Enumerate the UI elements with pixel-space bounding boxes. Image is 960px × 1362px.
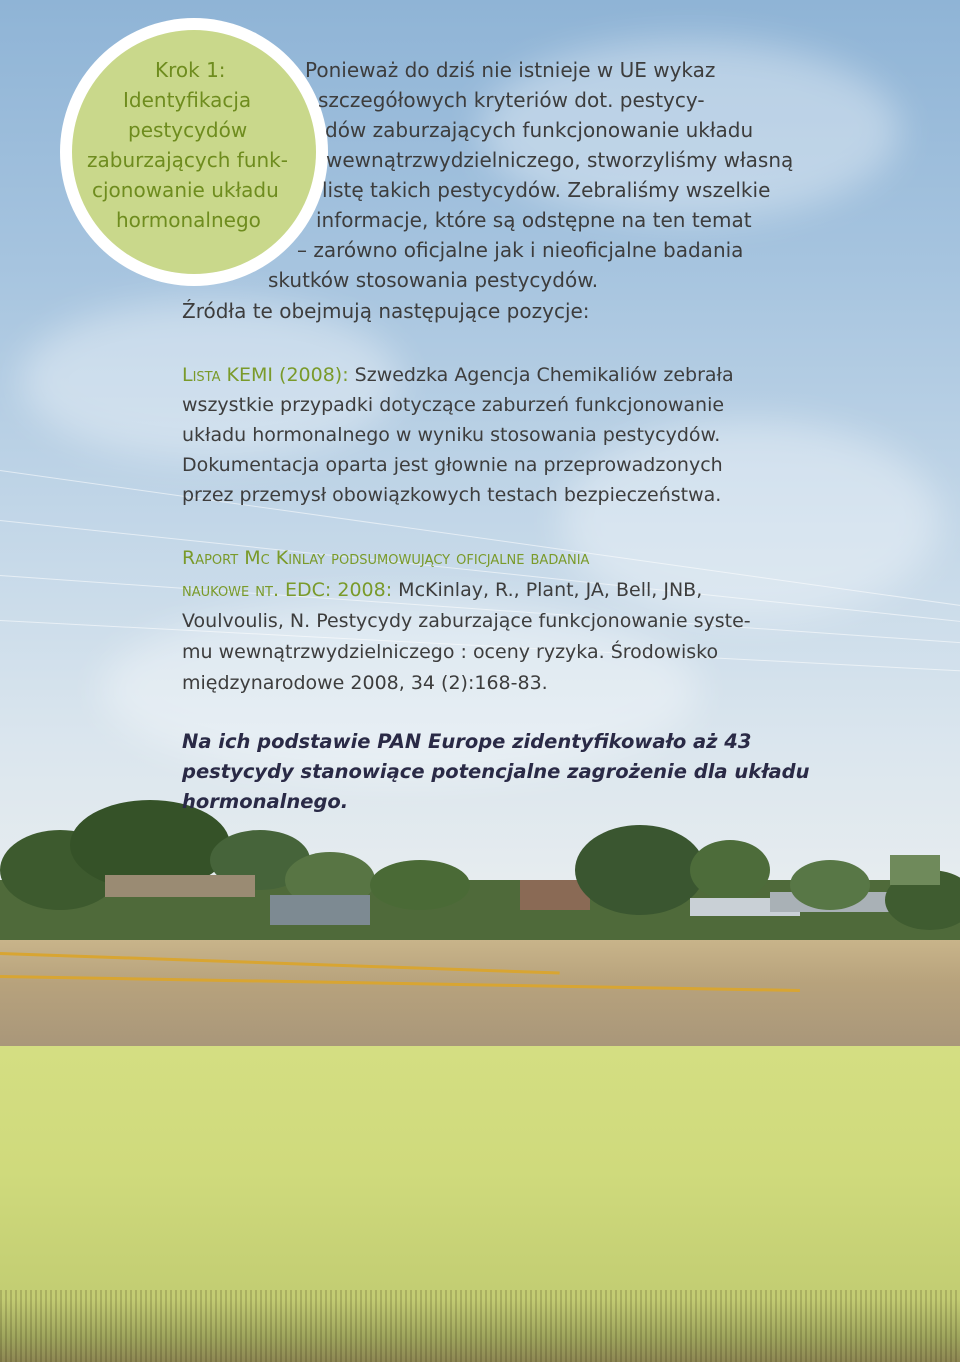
- kemi-heading: Lista KEMI (2008):: [182, 364, 349, 386]
- report-heading-continued: naukowe nt. EDC: 2008:: [182, 579, 393, 601]
- intro-line: skutków stosowania pestycydów.: [268, 268, 599, 292]
- report-heading: Raport Mc Kinlay podsumowujący oficjalne badania: [182, 547, 590, 569]
- intro-line: Ponieważ do dziś nie istnieje w UE wykaz: [305, 58, 716, 82]
- kemi-line: Lista KEMI (2008): Szwedzka Agencja Chemikaliów zebrała: [182, 364, 734, 386]
- conclusion-line: hormonalnego.: [182, 790, 349, 813]
- report-line: mu wewnątrzwydzielniczego : oceny ryzyka. Środowisko: [182, 641, 719, 663]
- report-line: Voulvoulis, N. Pestycydy zaburzające funkcjonowanie syste-: [182, 610, 751, 632]
- step-title-line: cjonowanie układu: [92, 178, 279, 202]
- conclusion-line: Na ich podstawie PAN Europe zidentyfikowało aż 43: [182, 730, 752, 753]
- step-label: Krok 1:: [155, 58, 226, 82]
- intro-line: szczegółowych kryteriów dot. pestycy-: [318, 88, 705, 112]
- intro-line: informacje, które są odstępne na ten temat: [316, 208, 752, 232]
- step-title-line: zaburzających funk-: [87, 148, 288, 172]
- kemi-line: Dokumentacja oparta jest głownie na przeprowadzonych: [182, 454, 723, 476]
- step-title-line: pestycydów: [128, 118, 248, 142]
- intro-line: dów zaburzających funkcjonowanie układu: [325, 118, 754, 142]
- step-title-line: hormonalnego: [116, 208, 261, 232]
- treeline-illustration: [0, 800, 960, 960]
- intro-line: listę takich pestycydów. Zebraliśmy wszelkie: [322, 178, 771, 202]
- step-title-line: Identyfikacja: [123, 88, 252, 112]
- kemi-line: układu hormonalnego w wyniku stosowania pestycydów.: [182, 424, 721, 446]
- intro-line: Źródła te obejmują następujące pozycje:: [182, 299, 590, 323]
- kemi-line: przez przemysł obowiązkowych testach bezpieczeństwa.: [182, 484, 722, 506]
- intro-line: wewnątrzwydzielniczego, stworzyliśmy własną: [326, 148, 794, 172]
- kemi-line: wszystkie przypadki dotyczące zaburzeń funkcjonowanie: [182, 394, 725, 416]
- intro-line: – zarówno oficjalne jak i nieoficjalne badania: [297, 238, 744, 262]
- report-line: międzynarodowe 2008, 34 (2):168-83.: [182, 672, 548, 694]
- conclusion-line: pestycydy stanowiące potencjalne zagrożenie dla układu: [182, 760, 810, 783]
- grass-texture: [0, 1290, 960, 1362]
- report-line: naukowe nt. EDC: 2008: McKinlay, R., Plant, JA, Bell, JNB,: [182, 579, 703, 601]
